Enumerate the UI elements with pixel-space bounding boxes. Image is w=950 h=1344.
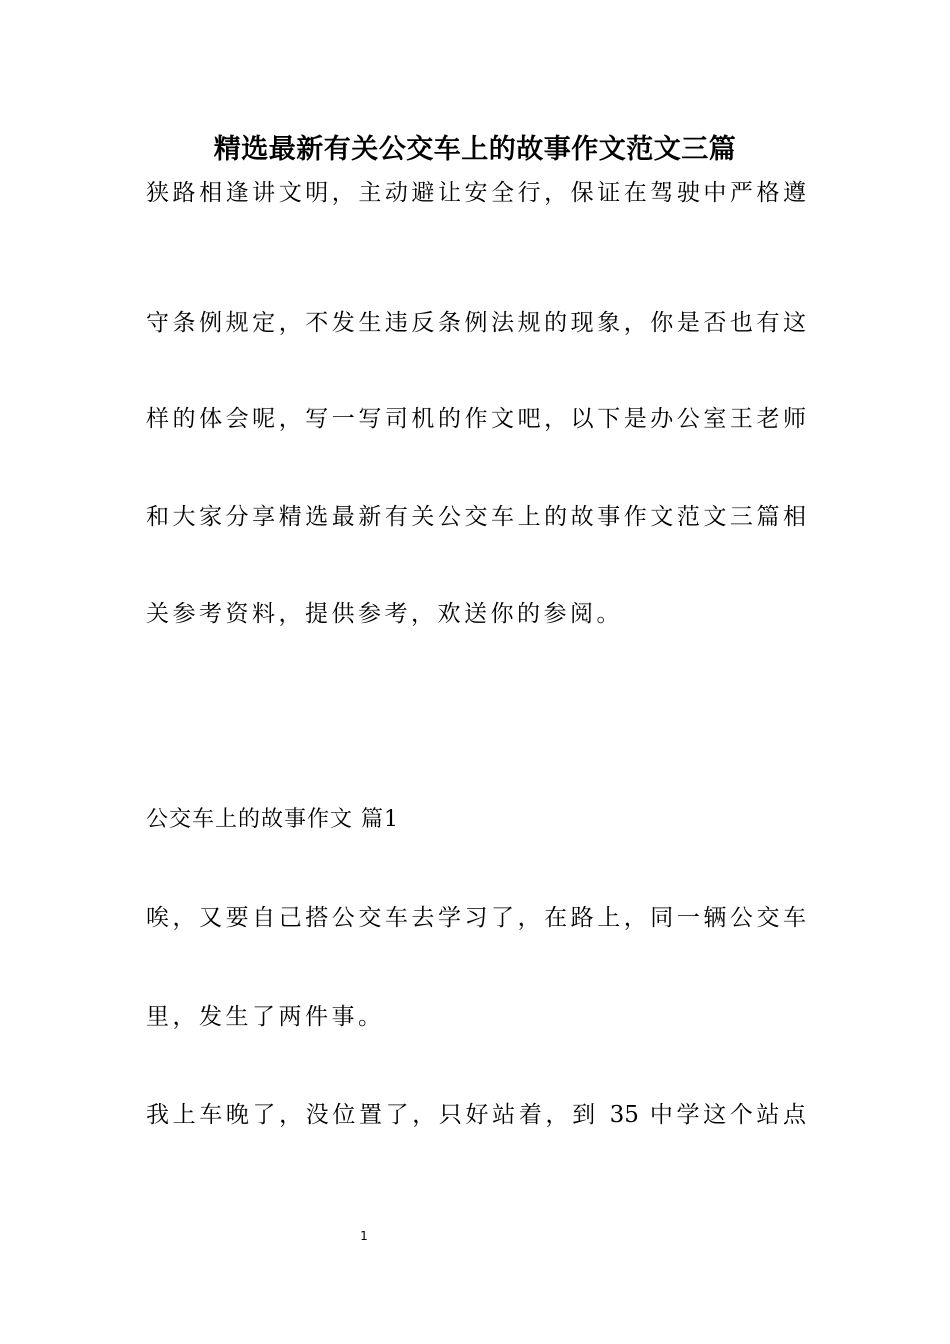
text-line: 里，发生了两件事。 [146,1004,385,1030]
page-title: 精选最新有关公交车上的故事作文范文三篇 [213,134,737,165]
text-line: 和大家分享精选最新有关公交车上的故事作文范文三篇相 [146,504,806,530]
text-line: 狭路相逢讲文明，主动避让安全行，保证在驾驶中严格遵 [146,180,806,206]
text-line: 我上车晚了，没位置了，只好站着，到 35 中学这个站点 [146,1102,806,1128]
text-line: 守条例规定，不发生违反条例法规的现象，你是否也有这 [146,310,806,336]
text-line: 关参考资料，提供参考，欢送你的参阅。 [146,601,623,627]
text-line: 唉，又要自己搭公交车去学习了，在路上，同一辆公交车 [146,905,806,931]
text-line: 样的体会呢，写一写司机的作文吧，以下是办公室王老师 [146,406,806,432]
section-heading: 公交车上的故事作文 篇1 [146,807,399,832]
page-number: 1 [360,1229,368,1243]
